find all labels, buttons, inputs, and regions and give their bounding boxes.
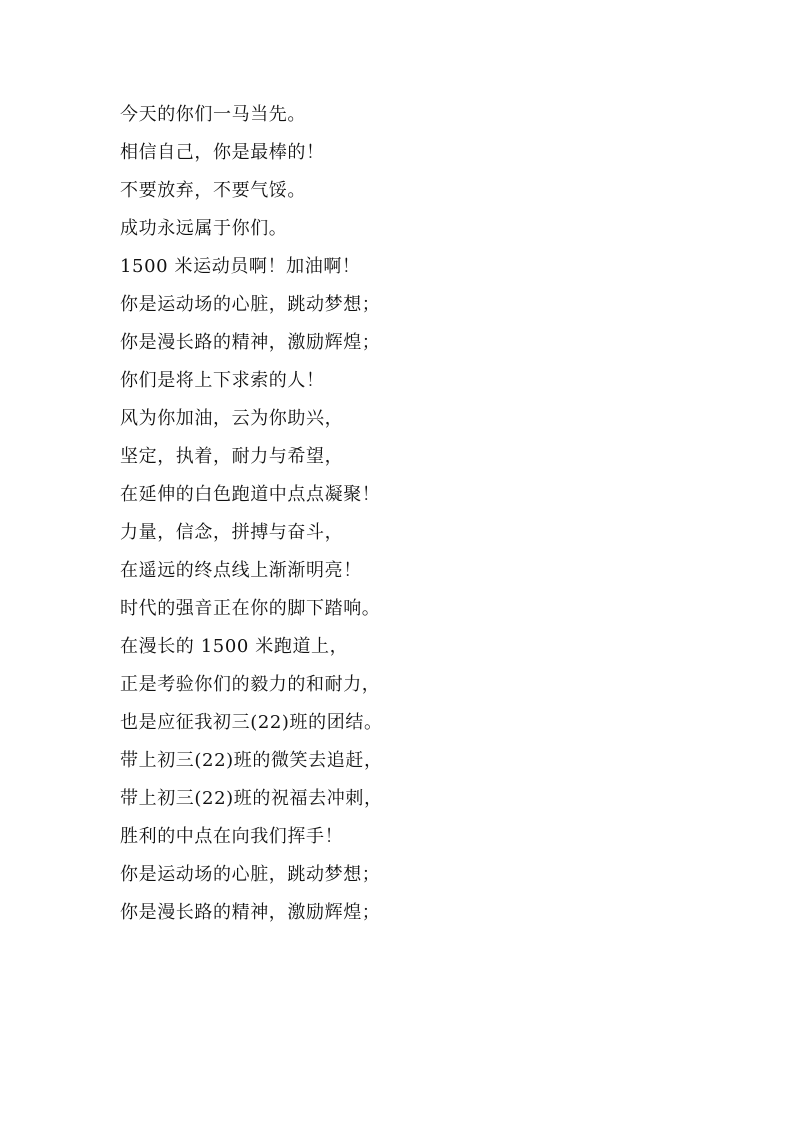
poem-line-19: 带上初三(22)班的祝福去冲刺， (120, 788, 383, 809)
poem-line-11: 在延伸的白色跑道中点点凝聚！ (120, 484, 381, 505)
poem-line-3: 不要放弃，不要气馁。 (120, 180, 306, 201)
poem-line-20: 胜利的中点在向我们挥手！ (120, 826, 344, 847)
poem-line-4: 成功永远属于你们。 (120, 218, 288, 239)
poem-line-21: 你是运动场的心脏，跳动梦想； (120, 864, 381, 885)
poem-line-15: 在漫长的 1500 米跑道上， (120, 636, 349, 657)
poem-line-2: 相信自己，你是最棒的！ (120, 142, 325, 163)
poem-line-18: 带上初三(22)班的微笑去追赶， (120, 750, 383, 771)
poem-line-12: 力量，信念，拼搏与奋斗， (120, 522, 344, 543)
poem-line-7: 你是漫长路的精神，激励辉煌； (120, 332, 381, 353)
poem-line-8: 你们是将上下求索的人！ (120, 370, 325, 391)
poem-line-9: 风为你加油，云为你助兴， (120, 408, 344, 429)
poem-line-14: 时代的强音正在你的脚下踏响。 (120, 598, 381, 619)
poem-line-17: 也是应征我初三(22)班的团结。 (120, 712, 383, 733)
poem-line-13: 在遥远的终点线上渐渐明亮！ (120, 560, 362, 581)
poem-line-16: 正是考验你们的毅力的和耐力， (120, 674, 381, 695)
poem-line-10: 坚定，执着，耐力与希望， (120, 446, 344, 467)
poem-line-1: 今天的你们一马当先。 (120, 104, 306, 125)
poem-line-6: 你是运动场的心脏，跳动梦想； (120, 294, 381, 315)
poem-text-block (120, 102, 760, 938)
poem-line-5: 1500 米运动员啊！加油啊！ (120, 256, 361, 277)
poem-line-22: 你是漫长路的精神，激励辉煌； (120, 902, 381, 923)
